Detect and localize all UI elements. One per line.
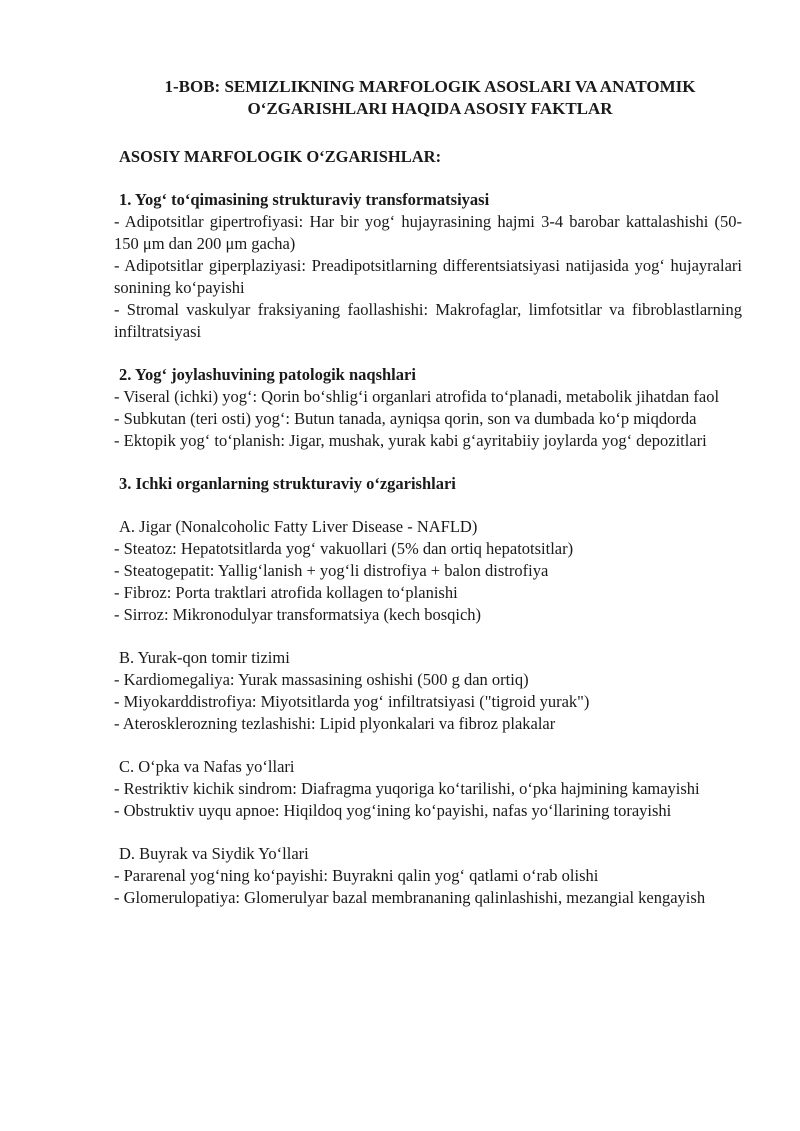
list-item: - Ektopik yog‘ to‘planish: Jigar, mushak, yurak kabi g‘ayritabiiy joylarda yog‘ depozitlari [114, 431, 707, 450]
subsection-b [114, 647, 742, 735]
main-heading: ASOSIY MARFOLOGIK O‘ZGARISHLAR: [119, 147, 442, 166]
list-item: - Restriktiv kichik sindrom: Diafragma yuqoriga ko‘tarilishi, o‘pka hajmining kamayishi [114, 779, 700, 798]
section-1 [114, 189, 742, 343]
subsection-d [114, 843, 742, 909]
chapter-title-line-2: O‘ZGARISHLARI HAQIDA ASOSIY FAKTLAR [247, 99, 613, 118]
list-item: - Kardiomegaliya: Yurak massasining oshishi (500 g dan ortiq) [114, 670, 529, 689]
list-item: - Pararenal yog‘ning ko‘payishi: Buyrakni qalin yog‘ qatlami o‘rab olishi [114, 866, 599, 885]
section-2 [114, 364, 742, 452]
section-heading: 2. Yog‘ joylashuvining patologik naqshlari [119, 365, 416, 384]
subsection-heading: D. Buyrak va Siydik Yo‘llari [119, 844, 309, 863]
section-heading: 1. Yog‘ to‘qimasining strukturaviy transformatsiyasi [119, 190, 490, 209]
chapter-title [100, 76, 760, 120]
chapter-title-line-1: 1-BOB: SEMIZLIKNING MARFOLOGIK ASOSLARI VA ANATOMIK [164, 77, 696, 96]
subsection-heading: A. Jigar (Nonalcoholic Fatty Liver Disease - NAFLD) [119, 517, 478, 536]
list-item: - Viseral (ichki) yog‘: Qorin bo‘shlig‘i organlari atrofida to‘planadi, metabolik jihatdan faol [114, 387, 720, 406]
list-item: - Aterosklerozning tezlashishi: Lipid plyonkalari va fibroz plakalar [114, 714, 556, 733]
list-item: - Adipotsitlar giperplaziyasi: Preadipotsitlarning differentsiatsiyasi natijasida yog‘ hujayralari sonining ko‘payishi [114, 256, 742, 297]
subsection-heading: C. O‘pka va Nafas yo‘llari [119, 757, 295, 776]
list-item: - Adipotsitlar gipertrofiyasi: Har bir yog‘ hujayrasining hajmi 3-4 barobar kattalashishi (50-150 μm dan 200 μm gacha) [114, 212, 742, 253]
list-item: - Steatogepatit: Yallig‘lanish + yog‘li distrofiya + balon distrofiya [114, 561, 549, 580]
list-item: - Subkutan (teri osti) yog‘: Butun tanada, ayniqsa qorin, son va dumbada ko‘p miqdorda [114, 409, 697, 428]
list-item: - Miyokarddistrofiya: Miyotsitlarda yog‘ infiltratsiyasi ("tigroid yurak") [114, 692, 590, 711]
subsection-heading: B. Yurak-qon tomir tizimi [119, 648, 290, 667]
subsection-c [114, 756, 742, 822]
list-item: - Fibroz: Porta traktlari atrofida kollagen to‘planishi [114, 583, 458, 602]
list-item: - Obstruktiv uyqu apnoe: Hiqildoq yog‘ining ko‘payishi, nafas yo‘llarining torayishi [114, 801, 672, 820]
list-item: - Glomerulopatiya: Glomerulyar bazal membrananing qalinlashishi, mezangial kengayish [114, 888, 706, 907]
section-heading: 3. Ichki organlarning strukturaviy o‘zgarishlari [119, 474, 456, 493]
subsection-a [114, 516, 742, 626]
list-item: - Sirroz: Mikronodulyar transformatsiya (kech bosqich) [114, 605, 482, 624]
list-item: - Stromal vaskulyar fraksiyaning faollashishi: Makrofaglar, limfotsitlar va fibroblastlarning infiltratsiyasi [114, 300, 742, 341]
document-body [114, 146, 742, 909]
list-item: - Steatoz: Hepatotsitlarda yog‘ vakuollari (5% dan ortiq hepatotsitlar) [114, 539, 574, 558]
section-3 [114, 473, 742, 495]
